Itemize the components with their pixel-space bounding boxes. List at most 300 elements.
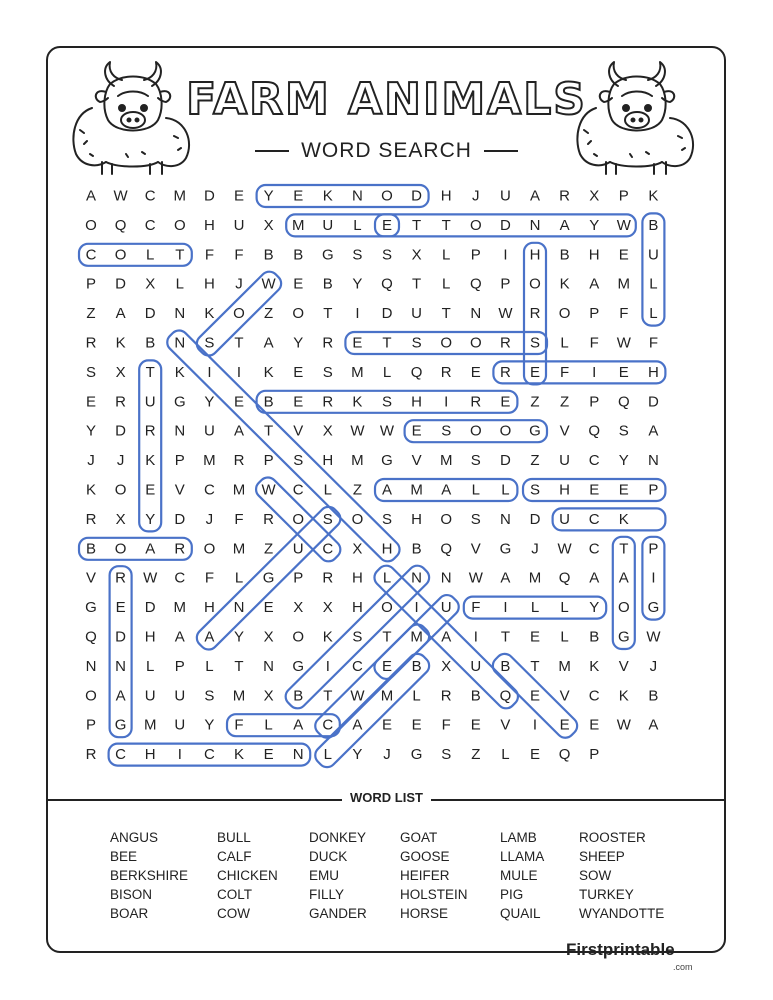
grid-letter[interactable]: U: [647, 246, 659, 264]
grid-letter[interactable]: Y: [589, 599, 600, 617]
grid-letter[interactable]: C: [115, 746, 127, 764]
grid-letter[interactable]: L: [353, 216, 362, 234]
grid-letter[interactable]: S: [381, 393, 393, 411]
grid-letter[interactable]: F: [204, 569, 214, 587]
grid-letter[interactable]: Q: [617, 393, 630, 411]
grid-letter[interactable]: E: [293, 363, 304, 381]
grid-letter[interactable]: R: [115, 569, 127, 587]
grid-letter[interactable]: L: [205, 657, 214, 675]
grid-letter[interactable]: O: [114, 540, 127, 558]
grid-letter[interactable]: Y: [352, 275, 363, 293]
grid-letter[interactable]: C: [144, 216, 156, 234]
grid-letter[interactable]: P: [174, 452, 185, 470]
grid-letter[interactable]: L: [264, 716, 273, 734]
grid-letter[interactable]: Q: [499, 687, 512, 705]
grid-letter[interactable]: W: [261, 275, 276, 293]
grid-letter[interactable]: O: [469, 216, 482, 234]
grid-letter[interactable]: S: [85, 363, 97, 381]
grid-letter[interactable]: A: [381, 481, 393, 499]
grid-letter[interactable]: C: [144, 187, 156, 205]
grid-letter[interactable]: N: [233, 599, 245, 617]
grid-letter[interactable]: S: [411, 334, 422, 352]
grid-letter[interactable]: V: [85, 569, 97, 587]
grid-letter[interactable]: R: [440, 687, 452, 705]
grid-letter[interactable]: F: [441, 716, 451, 734]
grid-letter[interactable]: B: [411, 540, 422, 558]
grid-letter[interactable]: U: [499, 187, 511, 205]
grid-letter[interactable]: Y: [233, 628, 245, 646]
grid-letter[interactable]: Y: [204, 393, 215, 411]
grid-letter[interactable]: B: [293, 687, 304, 705]
grid-letter[interactable]: I: [592, 363, 597, 381]
grid-letter[interactable]: R: [263, 510, 275, 528]
grid-letter[interactable]: G: [114, 716, 127, 734]
grid-letter[interactable]: O: [617, 599, 630, 617]
grid-letter[interactable]: U: [470, 657, 482, 675]
grid-letter[interactable]: T: [382, 628, 392, 646]
grid-letter[interactable]: A: [618, 569, 629, 587]
grid-letter[interactable]: E: [263, 746, 274, 764]
grid-letter[interactable]: M: [528, 569, 542, 587]
grid-letter[interactable]: M: [351, 452, 364, 470]
grid-letter[interactable]: X: [589, 187, 600, 205]
grid-letter[interactable]: E: [233, 393, 245, 411]
grid-letter[interactable]: M: [291, 216, 305, 234]
grid-letter[interactable]: O: [114, 481, 127, 499]
grid-letter[interactable]: D: [411, 187, 423, 205]
grid-letter[interactable]: R: [499, 363, 511, 381]
grid-letter[interactable]: B: [263, 246, 274, 264]
grid-letter[interactable]: T: [234, 657, 244, 675]
grid-letter[interactable]: A: [174, 628, 185, 646]
grid-letter[interactable]: L: [442, 275, 451, 293]
grid-letter[interactable]: L: [175, 275, 184, 293]
grid-letter[interactable]: H: [559, 481, 571, 499]
grid-letter[interactable]: L: [146, 246, 155, 264]
grid-letter[interactable]: O: [292, 305, 305, 323]
grid-letter[interactable]: F: [648, 334, 658, 352]
grid-letter[interactable]: F: [234, 716, 244, 734]
grid-letter[interactable]: H: [203, 599, 215, 617]
grid-letter[interactable]: I: [236, 363, 242, 381]
grid-letter[interactable]: U: [559, 452, 571, 470]
grid-letter[interactable]: L: [323, 481, 332, 499]
grid-letter[interactable]: A: [500, 569, 511, 587]
grid-letter[interactable]: C: [588, 687, 600, 705]
grid-letter[interactable]: O: [233, 305, 245, 323]
grid-letter[interactable]: B: [145, 334, 156, 352]
grid-letter[interactable]: K: [115, 334, 126, 352]
grid-letter[interactable]: Q: [440, 540, 453, 558]
grid-letter[interactable]: S: [352, 628, 363, 646]
grid-letter[interactable]: E: [529, 363, 541, 381]
grid-letter[interactable]: O: [292, 628, 305, 646]
grid-letter[interactable]: B: [500, 657, 511, 675]
grid-letter[interactable]: Z: [264, 540, 274, 558]
grid-letter[interactable]: F: [619, 305, 629, 323]
grid-letter[interactable]: T: [619, 540, 629, 558]
grid-letter[interactable]: L: [530, 599, 540, 617]
grid-letter[interactable]: I: [207, 363, 212, 381]
grid-letter[interactable]: A: [115, 687, 126, 705]
grid-letter[interactable]: J: [205, 510, 214, 528]
grid-letter[interactable]: K: [559, 275, 570, 293]
grid-letter[interactable]: G: [262, 569, 275, 587]
grid-letter[interactable]: E: [559, 716, 570, 734]
grid-letter[interactable]: D: [174, 510, 186, 528]
grid-letter[interactable]: P: [263, 452, 274, 470]
grid-letter[interactable]: L: [234, 569, 244, 587]
grid-letter[interactable]: Z: [264, 305, 274, 323]
grid-letter[interactable]: T: [441, 216, 451, 234]
grid-letter[interactable]: E: [500, 393, 511, 411]
grid-letter[interactable]: Y: [85, 422, 97, 440]
grid-letter[interactable]: B: [411, 657, 422, 675]
grid-letter[interactable]: J: [116, 452, 125, 470]
grid-letter[interactable]: K: [85, 481, 97, 499]
grid-letter[interactable]: A: [589, 569, 600, 587]
grid-letter[interactable]: W: [379, 422, 395, 440]
grid-letter[interactable]: S: [293, 452, 304, 470]
grid-letter[interactable]: H: [351, 599, 363, 617]
grid-letter[interactable]: T: [264, 422, 274, 440]
grid-letter[interactable]: M: [173, 599, 187, 617]
grid-letter[interactable]: I: [532, 716, 538, 734]
grid-letter[interactable]: E: [263, 599, 274, 617]
grid-letter[interactable]: R: [322, 334, 334, 352]
grid-letter[interactable]: Z: [86, 305, 96, 323]
grid-letter[interactable]: T: [175, 246, 185, 264]
grid-letter[interactable]: S: [618, 422, 629, 440]
grid-letter[interactable]: C: [351, 657, 363, 675]
grid-letter[interactable]: K: [648, 187, 659, 205]
grid-letter[interactable]: O: [440, 510, 453, 528]
grid-letter[interactable]: Q: [381, 275, 393, 293]
grid-letter[interactable]: I: [473, 628, 478, 646]
grid-letter[interactable]: R: [470, 393, 482, 411]
grid-letter[interactable]: E: [145, 481, 156, 499]
grid-letter[interactable]: K: [352, 393, 363, 411]
grid-letter[interactable]: Q: [85, 628, 97, 646]
grid-letter[interactable]: X: [145, 275, 156, 293]
grid-letter[interactable]: L: [412, 687, 421, 705]
grid-letter[interactable]: K: [589, 657, 600, 675]
grid-letter[interactable]: E: [411, 422, 422, 440]
grid-letter[interactable]: H: [440, 187, 452, 205]
grid-letter[interactable]: G: [410, 746, 423, 764]
grid-letter[interactable]: U: [559, 510, 571, 528]
grid-letter[interactable]: M: [617, 275, 631, 293]
grid-letter[interactable]: D: [115, 628, 127, 646]
grid-letter[interactable]: E: [589, 481, 600, 499]
grid-letter[interactable]: D: [499, 452, 511, 470]
grid-letter[interactable]: H: [322, 452, 334, 470]
grid-letter[interactable]: C: [203, 481, 215, 499]
grid-letter[interactable]: H: [351, 569, 363, 587]
grid-letter[interactable]: S: [529, 481, 541, 499]
grid-letter[interactable]: E: [293, 187, 304, 205]
grid-letter[interactable]: G: [499, 540, 512, 558]
grid-letter[interactable]: X: [411, 246, 422, 264]
grid-letter[interactable]: E: [381, 716, 393, 734]
grid-letter[interactable]: E: [352, 334, 363, 352]
grid-letter[interactable]: N: [263, 657, 275, 675]
grid-letter[interactable]: L: [323, 746, 332, 764]
grid-letter[interactable]: H: [144, 628, 156, 646]
grid-letter[interactable]: P: [500, 275, 511, 293]
grid-letter[interactable]: I: [355, 305, 360, 323]
grid-letter[interactable]: S: [441, 422, 452, 440]
grid-letter[interactable]: D: [499, 216, 511, 234]
grid-letter[interactable]: L: [649, 305, 658, 323]
grid-letter[interactable]: W: [616, 716, 631, 734]
grid-letter[interactable]: S: [204, 687, 215, 705]
grid-letter[interactable]: U: [203, 422, 215, 440]
grid-letter[interactable]: N: [470, 305, 482, 323]
grid-letter[interactable]: X: [352, 540, 363, 558]
grid-letter[interactable]: J: [472, 187, 480, 205]
grid-letter[interactable]: Z: [560, 393, 570, 411]
grid-letter[interactable]: H: [411, 393, 423, 411]
grid-letter[interactable]: Q: [558, 746, 571, 764]
grid-letter[interactable]: A: [648, 716, 659, 734]
grid-letter[interactable]: F: [234, 246, 244, 264]
grid-letter[interactable]: Z: [530, 452, 540, 470]
grid-letter[interactable]: Z: [471, 746, 481, 764]
grid-letter[interactable]: L: [146, 657, 155, 675]
grid-letter[interactable]: K: [618, 510, 629, 528]
grid-letter[interactable]: M: [232, 481, 246, 499]
grid-letter[interactable]: L: [442, 246, 451, 264]
grid-letter[interactable]: N: [440, 569, 452, 587]
grid-letter[interactable]: M: [173, 187, 187, 205]
grid-letter[interactable]: A: [85, 187, 97, 205]
grid-letter[interactable]: B: [648, 687, 659, 705]
grid-letter[interactable]: A: [293, 716, 304, 734]
grid-letter[interactable]: V: [559, 687, 570, 705]
grid-letter[interactable]: O: [351, 510, 364, 528]
grid-letter[interactable]: P: [648, 481, 659, 499]
grid-letter[interactable]: O: [203, 540, 216, 558]
grid-letter[interactable]: U: [440, 599, 452, 617]
grid-letter[interactable]: A: [559, 216, 570, 234]
grid-letter[interactable]: D: [144, 305, 156, 323]
grid-letter[interactable]: K: [618, 687, 629, 705]
grid-letter[interactable]: T: [412, 275, 422, 293]
grid-letter[interactable]: V: [559, 422, 570, 440]
grid-letter[interactable]: P: [293, 569, 304, 587]
grid-letter[interactable]: Y: [589, 216, 600, 234]
grid-letter[interactable]: T: [500, 628, 510, 646]
grid-letter[interactable]: L: [501, 481, 510, 499]
grid-letter[interactable]: E: [470, 716, 481, 734]
grid-letter[interactable]: V: [618, 657, 629, 675]
grid-letter[interactable]: Y: [618, 452, 629, 470]
grid-letter[interactable]: N: [647, 452, 659, 470]
grid-letter[interactable]: L: [382, 569, 392, 587]
grid-letter[interactable]: O: [558, 305, 571, 323]
grid-letter[interactable]: R: [233, 452, 245, 470]
grid-letter[interactable]: M: [558, 657, 571, 675]
grid-letter[interactable]: B: [470, 687, 481, 705]
grid-letter[interactable]: A: [263, 334, 274, 352]
grid-letter[interactable]: I: [325, 657, 330, 675]
grid-letter[interactable]: W: [616, 334, 631, 352]
grid-letter[interactable]: L: [501, 746, 510, 764]
grid-letter[interactable]: T: [145, 363, 155, 381]
grid-letter[interactable]: H: [647, 363, 659, 381]
grid-letter[interactable]: J: [235, 275, 243, 293]
grid-letter[interactable]: R: [85, 334, 97, 352]
grid-letter[interactable]: O: [499, 422, 512, 440]
grid-letter[interactable]: P: [618, 187, 629, 205]
grid-letter[interactable]: T: [382, 334, 392, 352]
grid-letter[interactable]: N: [174, 334, 186, 352]
grid-letter[interactable]: A: [589, 275, 600, 293]
grid-letter[interactable]: A: [115, 305, 126, 323]
grid-letter[interactable]: S: [322, 363, 333, 381]
grid-letter[interactable]: Q: [558, 569, 571, 587]
grid-letter[interactable]: N: [85, 657, 97, 675]
grid-letter[interactable]: S: [204, 334, 215, 352]
grid-letter[interactable]: X: [263, 687, 274, 705]
grid-letter[interactable]: G: [381, 452, 393, 470]
grid-letter[interactable]: Y: [263, 187, 274, 205]
grid-letter[interactable]: U: [292, 540, 304, 558]
grid-letter[interactable]: I: [444, 393, 449, 411]
grid-letter[interactable]: A: [441, 628, 452, 646]
grid-letter[interactable]: D: [203, 187, 215, 205]
grid-letter[interactable]: Q: [410, 363, 423, 381]
grid-letter[interactable]: N: [292, 746, 304, 764]
grid-letter[interactable]: C: [292, 481, 304, 499]
grid-letter[interactable]: J: [87, 452, 95, 470]
grid-letter[interactable]: K: [174, 363, 185, 381]
grid-letter[interactable]: G: [173, 393, 186, 411]
grid-letter[interactable]: H: [203, 216, 215, 234]
grid-letter[interactable]: F: [560, 363, 570, 381]
grid-letter[interactable]: I: [414, 599, 419, 617]
grid-letter[interactable]: A: [441, 481, 452, 499]
grid-letter[interactable]: X: [293, 599, 304, 617]
grid-letter[interactable]: N: [499, 510, 511, 528]
grid-letter[interactable]: U: [144, 393, 156, 411]
grid-letter[interactable]: E: [529, 746, 541, 764]
grid-letter[interactable]: I: [177, 746, 182, 764]
grid-letter[interactable]: V: [470, 540, 481, 558]
grid-letter[interactable]: O: [381, 599, 393, 617]
grid-letter[interactable]: A: [529, 187, 541, 205]
grid-letter[interactable]: O: [173, 216, 186, 234]
grid-letter[interactable]: C: [174, 569, 186, 587]
grid-letter[interactable]: V: [500, 716, 511, 734]
grid-letter[interactable]: X: [115, 363, 126, 381]
grid-letter[interactable]: L: [382, 363, 392, 381]
grid-letter[interactable]: G: [647, 599, 660, 617]
grid-letter[interactable]: M: [203, 452, 216, 470]
grid-letter[interactable]: V: [411, 452, 422, 470]
grid-letter[interactable]: O: [469, 334, 482, 352]
grid-letter[interactable]: R: [85, 746, 97, 764]
grid-letter[interactable]: U: [144, 687, 156, 705]
grid-letter[interactable]: F: [234, 510, 244, 528]
grid-letter[interactable]: H: [144, 746, 156, 764]
grid-letter[interactable]: R: [322, 569, 334, 587]
grid-letter[interactable]: B: [648, 216, 659, 234]
grid-letter[interactable]: M: [232, 687, 246, 705]
grid-letter[interactable]: R: [440, 363, 452, 381]
grid-letter[interactable]: W: [498, 305, 513, 323]
grid-letter[interactable]: H: [411, 510, 423, 528]
grid-letter[interactable]: S: [470, 510, 481, 528]
grid-letter[interactable]: O: [469, 422, 482, 440]
grid-letter[interactable]: N: [174, 305, 186, 323]
grid-letter[interactable]: D: [144, 599, 156, 617]
grid-letter[interactable]: E: [381, 657, 393, 675]
grid-letter[interactable]: R: [115, 393, 127, 411]
grid-letter[interactable]: H: [381, 540, 393, 558]
grid-letter[interactable]: G: [85, 599, 97, 617]
grid-letter[interactable]: P: [85, 275, 97, 293]
grid-letter[interactable]: E: [618, 246, 629, 264]
grid-letter[interactable]: G: [292, 657, 305, 675]
grid-letter[interactable]: O: [114, 246, 127, 264]
grid-letter[interactable]: E: [529, 628, 541, 646]
grid-letter[interactable]: E: [618, 481, 629, 499]
grid-letter[interactable]: L: [560, 628, 569, 646]
grid-letter[interactable]: S: [441, 746, 452, 764]
grid-letter[interactable]: W: [261, 481, 276, 499]
grid-letter[interactable]: T: [530, 657, 540, 675]
grid-letter[interactable]: G: [617, 628, 630, 646]
grid-letter[interactable]: J: [531, 540, 539, 558]
grid-letter[interactable]: M: [232, 540, 246, 558]
grid-letter[interactable]: X: [263, 216, 274, 234]
grid-letter[interactable]: C: [322, 716, 334, 734]
grid-letter[interactable]: Q: [114, 216, 127, 234]
grid-letter[interactable]: W: [616, 216, 631, 234]
grid-letter[interactable]: F: [589, 334, 599, 352]
grid-letter[interactable]: B: [559, 246, 570, 264]
grid-letter[interactable]: O: [292, 510, 305, 528]
grid-letter[interactable]: W: [350, 422, 365, 440]
grid-letter[interactable]: Z: [530, 393, 540, 411]
grid-letter[interactable]: U: [174, 687, 186, 705]
grid-letter[interactable]: U: [411, 305, 423, 323]
grid-letter[interactable]: D: [115, 275, 127, 293]
grid-letter[interactable]: R: [144, 422, 156, 440]
grid-letter[interactable]: Y: [145, 510, 156, 528]
grid-letter[interactable]: P: [85, 716, 97, 734]
grid-letter[interactable]: O: [529, 275, 541, 293]
grid-letter[interactable]: P: [648, 540, 659, 558]
grid-letter[interactable]: K: [145, 452, 156, 470]
grid-letter[interactable]: M: [439, 452, 453, 470]
grid-letter[interactable]: P: [470, 246, 481, 264]
grid-letter[interactable]: I: [503, 246, 508, 264]
grid-letter[interactable]: O: [381, 187, 393, 205]
grid-letter[interactable]: A: [352, 716, 363, 734]
grid-letter[interactable]: E: [618, 363, 629, 381]
grid-letter[interactable]: I: [651, 569, 656, 587]
grid-letter[interactable]: V: [293, 422, 304, 440]
grid-letter[interactable]: W: [113, 187, 128, 205]
grid-letter[interactable]: C: [588, 510, 600, 528]
grid-letter[interactable]: E: [115, 599, 126, 617]
grid-letter[interactable]: L: [471, 481, 480, 499]
grid-letter[interactable]: J: [649, 657, 658, 675]
grid-letter[interactable]: T: [323, 687, 333, 705]
